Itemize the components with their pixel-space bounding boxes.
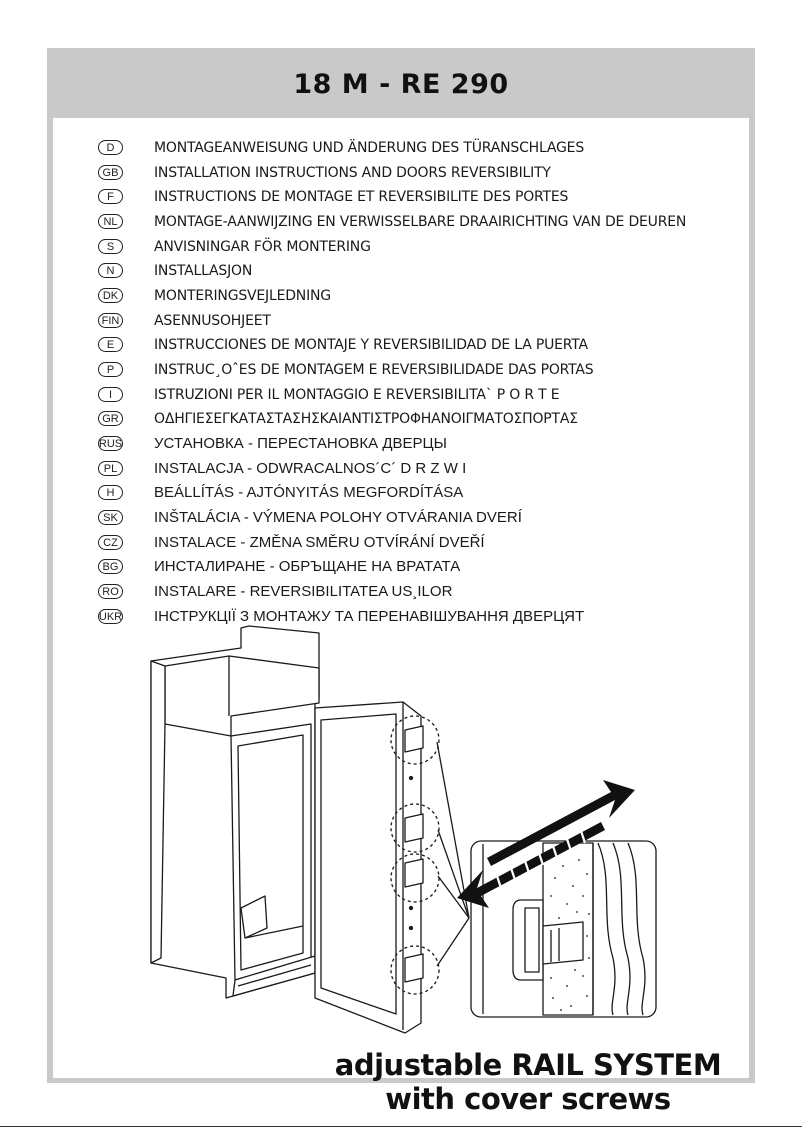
- language-title: INSTALACJA - ODWRACALNOS´C´ D R Z W I: [154, 460, 467, 477]
- page-bottom-rule: [0, 1126, 802, 1127]
- language-code-badge: H: [98, 485, 123, 500]
- language-title: INSTRUCTIONS DE MONTAGE ET REVERSIBILITE DES PORTES: [154, 189, 569, 205]
- language-code-badge: RO: [98, 584, 123, 599]
- language-code-badge: RUS: [98, 437, 123, 450]
- language-title: INSTALACE - ZMĚNA SMĚRU OTVÍRÁNÍ DVEŘÍ: [154, 534, 485, 551]
- language-title: BEÁLLÍTÁS - AJTÓNYITÁS MEGFORDÍTÁSA: [154, 484, 464, 501]
- language-code-badge: E: [98, 337, 123, 352]
- content-panel: [53, 118, 749, 1116]
- language-code-badge: FIN: [98, 313, 123, 328]
- language-code-badge: P: [98, 362, 123, 377]
- page-title: 18 M - RE 290: [293, 68, 509, 100]
- language-code-badge: N: [98, 263, 123, 278]
- language-title: ΟΔΗΓΙΕΣΕΓΚΑΤΑΣΤΑΣΗΣΚΑΙΑΝΤΙΣΤΡΟΦΗΑΝΟΙΓΜΑΤΟΣΠΟΡΤΑΣ: [154, 411, 578, 427]
- language-code-badge: S: [98, 239, 123, 254]
- language-title: INSTRUCCIONES DE MONTAJE Y REVERSIBILIDAD DE LA PUERTA: [154, 337, 588, 353]
- language-title: INSTRUC¸OˆES DE MONTAGEM E REVERSIBILIDADE DAS PORTAS: [154, 362, 594, 378]
- language-title: MONTAGE-AANWIJZING EN VERWISSELBARE DRAAIRICHTING VAN DE DEUREN: [154, 214, 687, 230]
- language-title: INSTALLASJON: [154, 263, 253, 279]
- language-title: MONTERINGSVEJLEDNING: [154, 288, 331, 304]
- language-title: ISTRUZIONI PER IL MONTAGGIO E REVERSIBILITA` P O R T E: [154, 387, 560, 403]
- language-code-badge: SK: [98, 510, 123, 525]
- language-code-badge: D: [98, 140, 123, 155]
- language-title: ANVISNINGAR FÖR MONTERING: [154, 239, 371, 255]
- language-code-badge: DK: [98, 288, 123, 303]
- fridge-installation-illustration: [53, 118, 749, 1078]
- language-code-badge: GR: [98, 411, 123, 426]
- language-code-badge: NL: [98, 214, 123, 229]
- language-code-badge: CZ: [98, 535, 123, 550]
- language-code-badge: I: [98, 387, 123, 402]
- language-title: INSTALARE - REVERSIBILITATEA US¸ILOR: [154, 583, 453, 600]
- language-code-badge: F: [98, 189, 123, 204]
- language-title: ИНСТАЛИРАНЕ - ОБРЪЩАНЕ НА ВРАТАТА: [154, 558, 461, 575]
- document-frame: [47, 48, 755, 1116]
- language-code-badge: UKR: [98, 610, 123, 623]
- language-title: INSTALLATION INSTRUCTIONS AND DOORS REVERSIBILITY: [154, 165, 551, 181]
- language-title: ІНСТРУКЦІЇ З МОНТАЖУ ТА ПЕРЕНАВІШУВАННЯ ДВЕРЦЯТ: [154, 608, 585, 625]
- caption-line-2: with cover screws: [385, 1082, 671, 1116]
- illustration-caption: [303, 1048, 753, 1116]
- caption-line-1: adjustable RAIL SYSTEM: [334, 1048, 722, 1082]
- language-title: УСТАНОВКА - ПЕРЕСТАНОВКА ДВЕРЦЫ: [154, 435, 447, 452]
- language-code-badge: BG: [98, 559, 123, 574]
- language-title: INŠTALÁCIA - VÝMENA POLOHY OTVÁRANIA DVERÍ: [154, 509, 522, 526]
- header-bar: [47, 48, 755, 118]
- language-title: MONTAGEANWEISUNG UND ÄNDERUNG DES TÜRANSCHLAGES: [154, 140, 585, 156]
- language-title: ASENNUSOHJEET: [154, 313, 271, 329]
- language-code-badge: GB: [98, 165, 123, 180]
- language-code-badge: PL: [98, 461, 123, 476]
